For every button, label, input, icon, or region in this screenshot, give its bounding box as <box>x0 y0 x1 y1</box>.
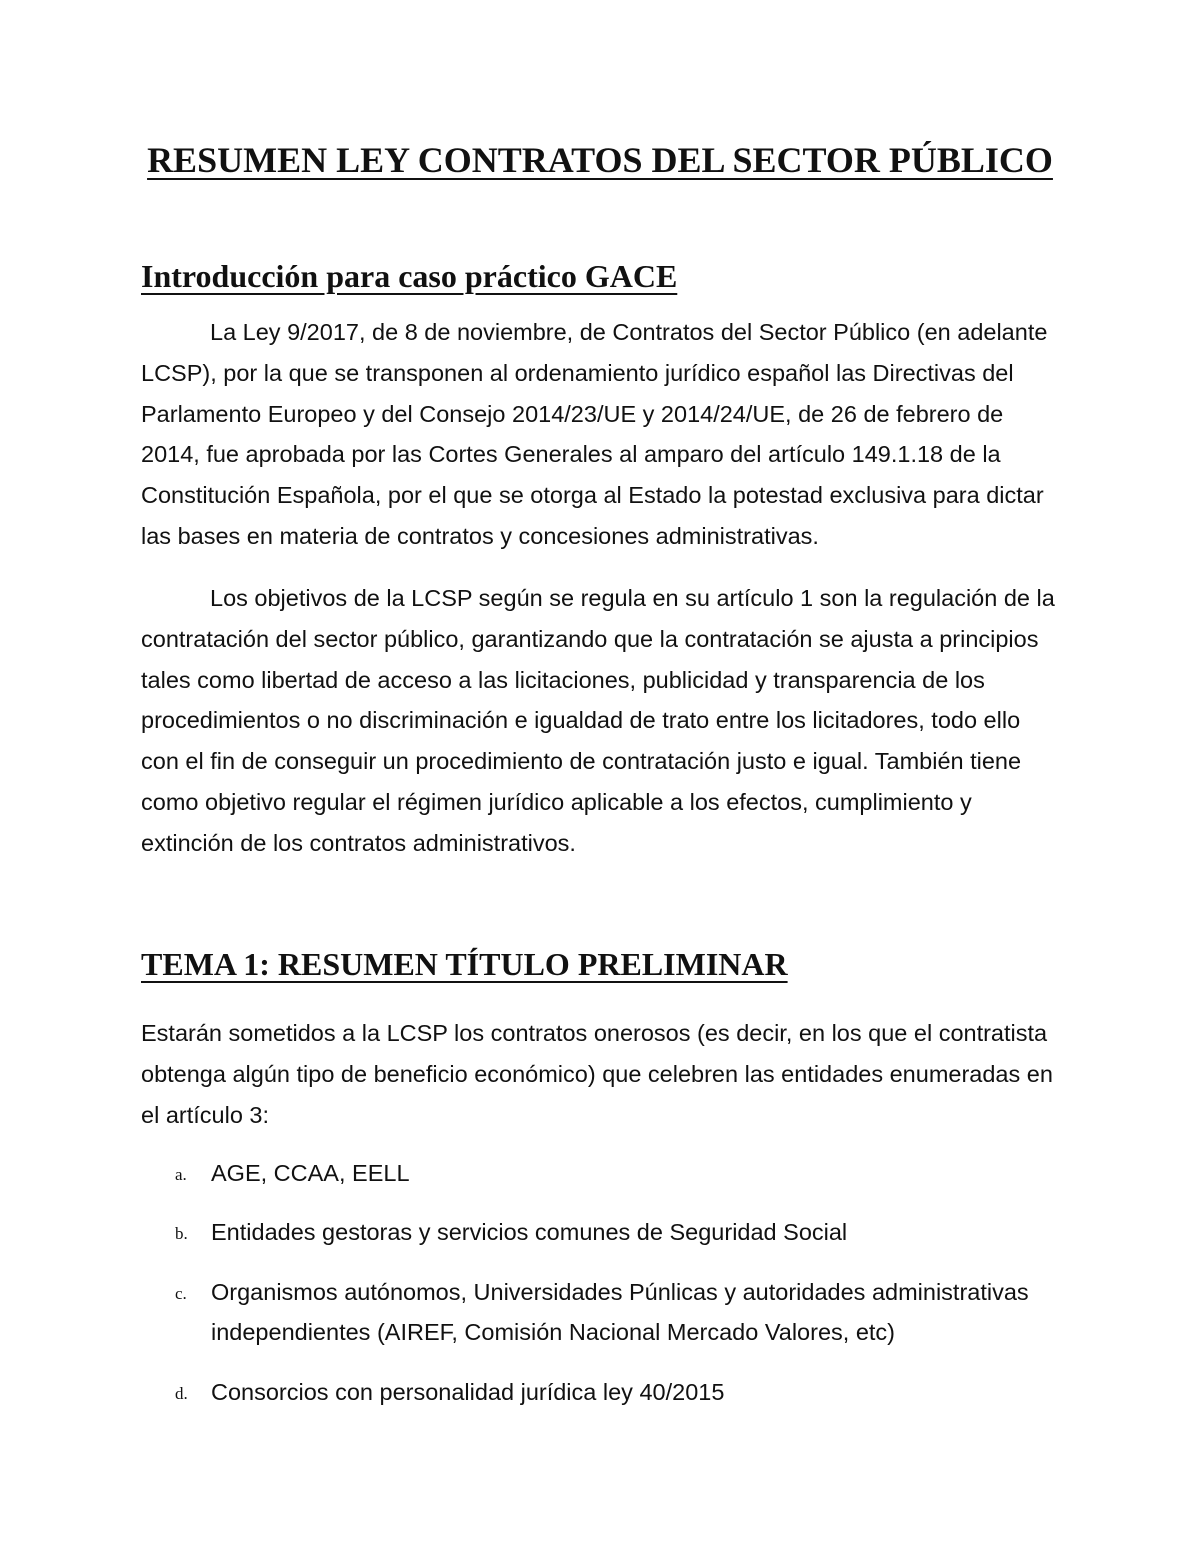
list-marker: b. <box>175 1224 188 1244</box>
list-item-text: AGE, CCAA, EELL <box>211 1160 410 1186</box>
intro-paragraph-2 <box>141 578 1061 864</box>
list-item <box>141 1153 1061 1194</box>
intro-paragraph-2-text: Los objetivos de la LCSP según se regula en su artículo 1 son la regulación de la contratación del sector público, garantizando que la contratación se ajusta a principios tales como libertad de acceso a las licitaciones, publicidad y transparencia de los procedimientos o no discriminación e igualdad de trato entre los licitadores, todo ello con el fin de conseguir un procedimiento de contratación justo e igual. También tiene como objetivo regular el régimen jurídico aplicable a los efectos, cumplimiento y extinción de los contratos administrativos. <box>141 585 1055 856</box>
intro-paragraph-1-text: La Ley 9/2017, de 8 de noviembre, de Contratos del Sector Público (en adelante LCSP), por la que se transponen al ordenamiento jurídico español las Directivas del Parlamento Europeo y del Consejo 2014/23/UE y 2014/24/UE, de 26 de febrero de 2014, fue aprobada por las Cortes Generales al amparo del artículo 149.1.18 de la Constitución Española, por el que se otorga al Estado la potestad exclusiva para dictar las bases en materia de contratos y concesiones administrativas. <box>141 319 1048 549</box>
list-item-text: Consorcios con personalidad jurídica ley 40/2015 <box>211 1378 725 1405</box>
list-item-text: Organismos autónomos, Universidades Púnlicas y autoridades administrativas independientes (AIREF, Comisión Nacional Mercado Valores, etc) <box>211 1278 1029 1346</box>
intro-heading: Introducción para caso práctico GACE <box>141 258 678 294</box>
list-item <box>141 1212 1061 1253</box>
entities-list <box>141 1153 1061 1431</box>
tema1-paragraph: Estarán sometidos a la LCSP los contratos onerosos (es decir, en los que el contratista obtenga algún tipo de beneficio económico) que celebren las entidades enumeradas en el artículo 3: <box>141 1020 1053 1128</box>
document-title: RESUMEN LEY CONTRATOS DEL SECTOR PÚBLICO <box>147 140 1053 180</box>
list-marker: c. <box>175 1283 187 1303</box>
list-item <box>141 1372 1061 1413</box>
list-item <box>141 1272 1061 1354</box>
list-marker: d. <box>175 1383 188 1403</box>
intro-paragraph-1 <box>141 312 1061 557</box>
list-item-text: Entidades gestoras y servicios comunes de Seguridad Social <box>211 1219 848 1246</box>
list-marker: a. <box>175 1165 187 1184</box>
tema1-heading: TEMA 1: RESUMEN TÍTULO PRELIMINAR <box>141 946 788 982</box>
